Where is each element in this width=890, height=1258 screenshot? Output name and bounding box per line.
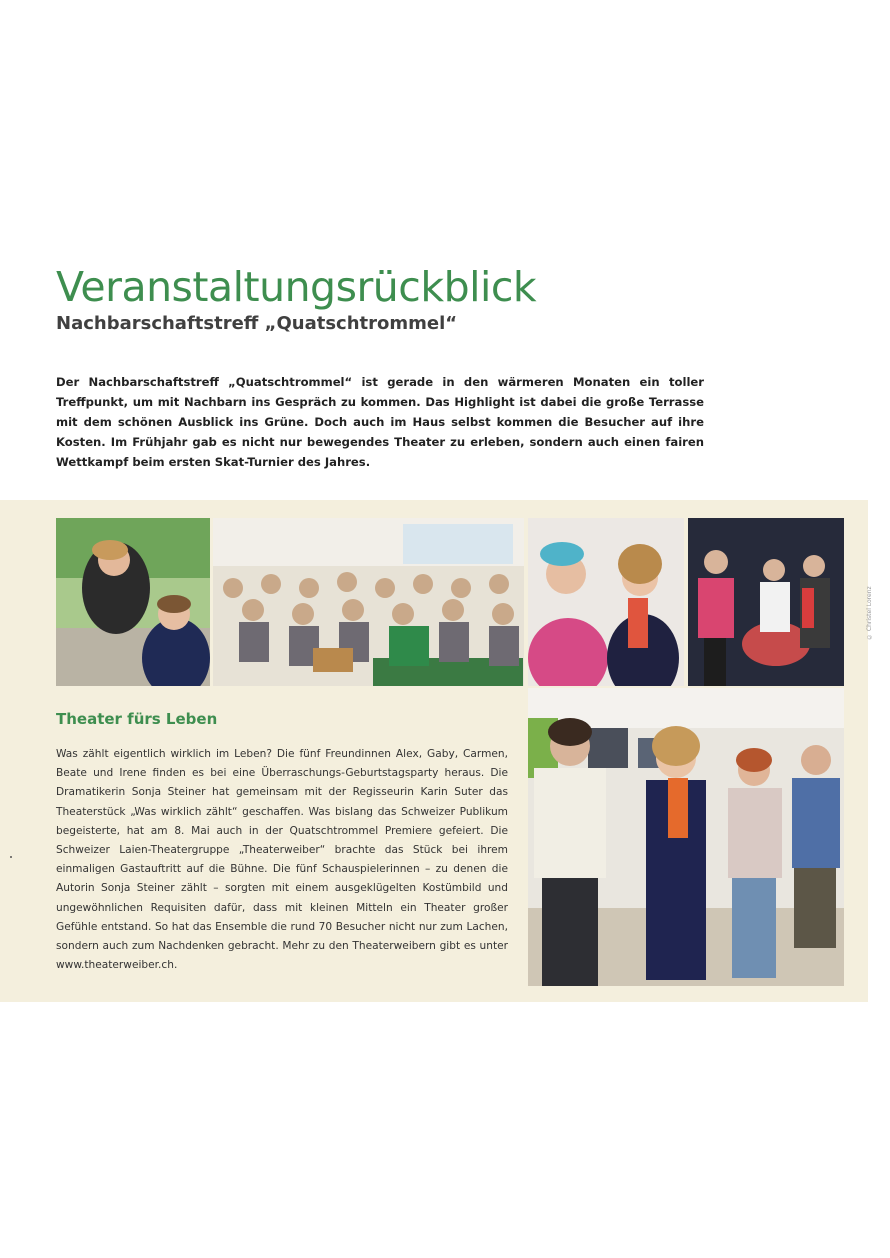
intro-paragraph: Der Nachbarschaftstreff „Quatschtrommel“ ist gerade in den wärmeren Monaten ein toller Treffpunkt, um mit Nachbarn ins Gespräch zu kommen. Das Highlight ist dabei die große Terrasse mit dem schönen Ausblick ins Grüne. Doch auch im Haus selbst kommen die Besucher auf ihre Kosten. Im Frühjahr gab es nicht nur bewegendes Theater zu erleben, sondern auch einen fairen Wettkampf beim ersten Skat-Turnier des Jahres.: [56, 375, 704, 469]
page-title: Veranstaltungsrückblick: [56, 263, 537, 311]
photo-ensemble-bow: [528, 688, 844, 986]
photo-makeup-terrace: [56, 518, 210, 686]
page-subtitle: Nachbarschaftstreff „Quatschtrommel“: [56, 313, 458, 334]
photo-credit: © Christel Lorenz: [866, 586, 873, 640]
photo-stage-ensemble: [688, 518, 844, 686]
section-heading: Theater fürs Leben: [56, 710, 218, 728]
article-body: Was zählt eigentlich wirklich im Leben? Die fünf Freundinnen Alex, Gaby, Carmen, Beate und Irene finden es bei eine Überraschungs-Geburtstagsparty heraus. Die Dramatikerin Sonja Steiner hat gemeinsam mit der Regisseurin Karin Suter das Theaterstück „Was wirklich zählt“ geschaffen. Was bislang das Schweizer Publikum begeisterte, hat am 8. Mai auch in der Quatschtrommel Premiere gefeiert. Die Schweizer Laien-Theatergruppe „Theaterweiber“ brachte das Stück bei ihrem einmaligen Gastauftritt auf die Bühne. Die fünf Schauspielerinnen – zu denen die Autorin Sonja Steiner zählt – sorgten mit einem ausgeklügelten Kostümbild und ungewöhnlichen Requisiten dafür, dass mit kleinen Mitteln ein Theater großer Gefühle entstand. So hat das Ensemble die rund 70 Besucher nicht nur zum Lachen, sondern auch zum Nachdenken gebracht. Mehr zu den Theaterweibern gibt es unter www.theaterweiber.ch.: [56, 748, 508, 972]
photo-audience: [213, 518, 524, 686]
photo-costume-scene: [528, 518, 684, 686]
scan-speck: [10, 856, 12, 858]
